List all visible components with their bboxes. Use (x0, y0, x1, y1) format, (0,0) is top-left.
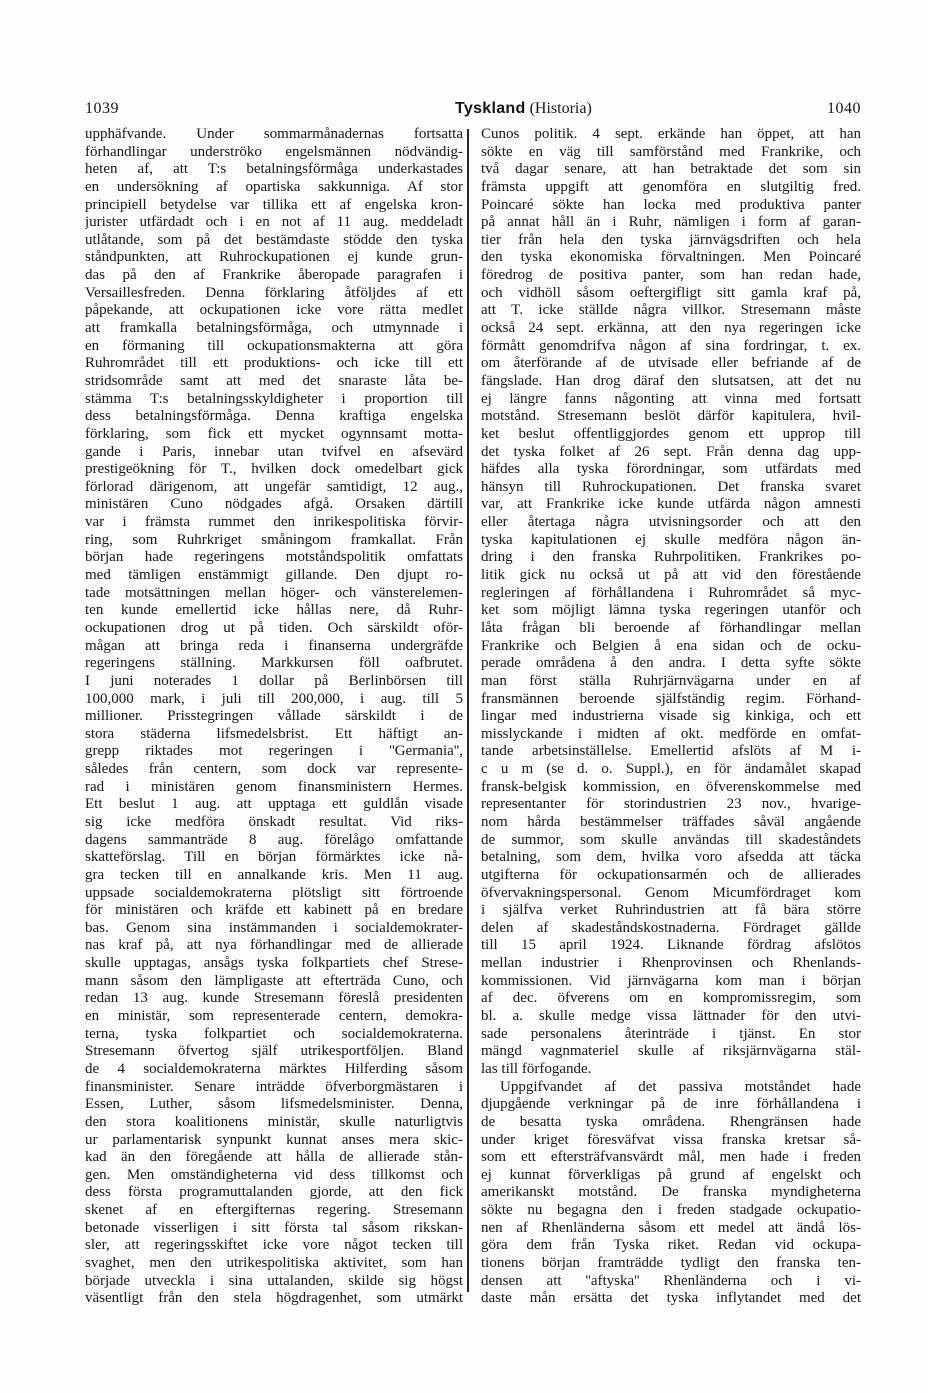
text-line: Ett beslut 1 aug. att upptaga ett guldlån visade (85, 796, 463, 813)
text-line: finansminister. Senare inträdde öfverborgmästaren i (85, 1078, 463, 1095)
text-line: redan 13 aug. kunde Stresemann föreslå presidenten (85, 990, 463, 1007)
text-line: mängd vagnmateriel skulle af riksjärnvägarna stäl- (481, 1043, 861, 1060)
text-line: tande arbetsinställelse. Emellertid afslöts af M i- (481, 743, 861, 760)
text-line: mellan industrier i Rhenprovinsen och Rhenlands- (481, 955, 861, 972)
text-line: terna, tyska folkpartiet och socialdemokraterna. (85, 1025, 463, 1042)
text-line: mann såsom den lämpligaste att efterträda Cuno, och (85, 972, 463, 989)
text-line: bl. a. skulle medge vissa lättnader för den utvi- (481, 1008, 861, 1025)
text-line: att T. icke ställde några villkor. Stresemann måste (481, 302, 861, 319)
text-line: betalning, som dem, hvilka voro afsedda att täcka (481, 849, 861, 866)
text-line: för ministären och kräfde ett kabinett på en bredare (85, 902, 463, 919)
page-title (455, 100, 592, 118)
text-line: som ett eftersträfvansvärdt mål, men hade i freden (481, 1149, 861, 1166)
text-line: jurister utfärdadt och i en not af 11 aug. meddeladt (85, 214, 463, 231)
text-line: litik gick nu också ut på att vid den förestående (481, 567, 861, 584)
text-line: var i främsta rummet den inrikespolitiska förvir- (85, 514, 463, 531)
text-line: dagens sammanträde 8 aug. förelågo omfattande (85, 831, 463, 848)
text-line: ej kunnat förverkligas på grund af engelskt och (481, 1166, 861, 1183)
text-line: dess betalningsförmåga. Denna kraftiga engelska (85, 408, 463, 425)
left-column-paragraph (85, 126, 463, 1308)
title-keyword: Tyskland (455, 100, 526, 117)
text-line: en ministär, som representerade centern, demokra- (85, 1008, 463, 1025)
text-line: öfvervakningspersonal. Genom Micumfördraget kom (481, 884, 861, 901)
text-line: mågan att bringa reda i finanserna undergräfde (85, 637, 463, 654)
column-divider-rule (467, 129, 469, 1292)
text-line: skatteförslag. Till en början förmärktes icke nå- (85, 849, 463, 866)
text-line: de besatta tyska områdena. Rhengränsen hade (481, 1113, 861, 1130)
text-line: början hade regeringens motståndspolitik omfattats (85, 549, 463, 566)
text-line: den tyska ekonomiska förvaltningen. Men Poincaré (481, 249, 861, 266)
text-line: ten kunde emellertid icke hållas nere, då Ruhr- (85, 602, 463, 619)
text-line: på annat håll än i Ruhr, nämligen i form af garan- (481, 214, 861, 231)
text-line: motstånd. Stresemann beslöt därför kapitulera, hvil- (481, 408, 861, 425)
text-line: fängslade. Han drog däraf den slutsatsen, att det nu (481, 372, 861, 389)
text-line: upphäfvande. Under sommarmånadernas fortsatta (85, 126, 463, 142)
text-line: Stresemann öfvertog själf utrikesportföljen. Bland (85, 1043, 463, 1060)
text-line: uppsade socialdemokraterna plötsligt sitt förtroende (85, 884, 463, 901)
title-section: (Historia) (525, 100, 592, 117)
text-line: perade områdena å den andra. I detta syfte sökte (481, 655, 861, 672)
text-line: förklaring, som fick ett mycket ogynnsamt motta- (85, 425, 463, 442)
text-line: tier från hela den tyska järnvägsdriften och hela (481, 231, 861, 248)
text-line: ministären Cuno nödgades afgå. Orsaken därtill (85, 496, 463, 513)
text-line: svaghet, men den utrikespolitiska aktivitet, som han (85, 1255, 463, 1271)
text-line: Frankrike och Belgien å ena sidan och de ocku- (481, 637, 861, 654)
text-line: grepp riktades mot regeringen i ''Germania'', (85, 743, 463, 760)
text-line: ockupationen drog ut på tiden. Och särskildt oför- (85, 619, 463, 636)
text-line: således från centern, som dock var represente- (85, 761, 463, 778)
text-line: och vidhöll såsom oeftergifligt sitt gamla kraf på, (481, 284, 861, 301)
text-line: började utveckla i sina uttalanden, skilde sig högst (85, 1272, 463, 1289)
text-line: eller återtaga några utvisningsorder och att den (481, 514, 861, 531)
text-line: i själfva verket Ruhrindustrien att få bära större (481, 902, 861, 919)
text-line: 100,000 mark, i juli till 200,000, i aug. till 5 (85, 690, 463, 707)
text-line: Essen, Luther, såsom lifsmedelsminister. Denna, (85, 1096, 463, 1113)
text-line: skenet af en eftergifternas regering. Stresemann (85, 1202, 463, 1219)
text-line: ket beslut offentliggjordes genom ett upprop till (481, 425, 861, 442)
text-line: om återförande af de utvisade eller befriande af de (481, 355, 861, 372)
text-line: väsentligt från den stela högdragenhet, som utmärkt (85, 1290, 463, 1307)
text-line: prestigeökning för T., hvilken dock omedelbart gick (85, 461, 463, 478)
text-line: representanter för storindustrien 23 nov., hvarige- (481, 796, 861, 813)
right-page-number: 1040 (827, 100, 861, 117)
text-line: heten af, att T:s betalningsförmåga underkastades (85, 161, 463, 178)
text-line: två dagar senare, att han betraktade det som sin (481, 161, 861, 178)
text-line: påpekande, att ockupationen icke vore rätta medlet (85, 302, 463, 319)
text-line: kommissionen. Vid järnvägarna kom man i början (481, 972, 861, 989)
text-line: var, att Frankrike icke kunde utfärda någon amnesti (481, 496, 861, 513)
text-line: djupgående verkningar på de inre förhållandena i (481, 1096, 861, 1113)
text-line: gen. Men omständigheterna vid dess tillkomst och (85, 1166, 463, 1183)
text-line: till 15 april 1924. Liknande fördrag afslötos (481, 937, 861, 954)
text-line: las till förfogande. (481, 1060, 592, 1077)
text-line: sökte en väg till samförstånd med Frankrike, och (481, 143, 861, 160)
text-line: fransmännen beroende själfständig regim. Förhand- (481, 690, 861, 707)
text-line: sler, att regeringsskiftet icke vore något tecken till (85, 1237, 463, 1254)
left-page-number: 1039 (85, 100, 119, 117)
text-line: I juni noterades 1 dollar på Berlinbörsen till (85, 672, 463, 689)
right-column-paragraph-1 (481, 126, 861, 1079)
text-line: Uppgifvandet af det passiva motståndet hade (500, 1078, 861, 1095)
text-line: regleringen af förhållandena i Ruhrområdet så myc- (481, 584, 861, 601)
text-line: ståndpunkten, att Ruhrockupationen ej kunde grun- (85, 249, 463, 266)
text-line: amerikanskt motstånd. De franska myndigheterna (481, 1184, 861, 1201)
text-line: ur parlamentarisk synpunkt kunnat anses mera skic- (85, 1131, 463, 1148)
text-line: tyska kapitulationen ej skulle medföra någon än- (481, 531, 861, 548)
text-line: nom hårda bestämmelser träffades såväl angående (481, 813, 861, 830)
text-line: hänsyn till Ruhrockupationen. Det franska svaret (481, 478, 861, 495)
text-line: tionens början framträdde tydligt den franska ten- (481, 1255, 861, 1271)
text-line: främsta uppgift att genomföra en slutgiltig fred. (481, 178, 861, 195)
text-line: sig icke medföra önskadt resultat. Vid riks- (85, 813, 463, 830)
text-line: rad i ministären genom finansministern Hermes. (85, 778, 463, 795)
text-line: c u m (se d. o. Suppl.), en för ändamålet skapad (481, 761, 861, 778)
text-line: utlåtande, som på det bestämdaste stödde den tyska (85, 231, 463, 248)
text-line: tade motsättningen mellan höger- och vänsterelemen- (85, 584, 463, 601)
text-line: lingar med industrierna visade sig kinkiga, och ett (481, 708, 861, 725)
text-line: nas kraf på, att nya förhandlingar med de allierade (85, 937, 463, 954)
text-line: stora städerna lifsmedelsbrist. Ett häftigt an- (85, 725, 463, 742)
text-line: sade personalens återinträde i tjänst. En stor (481, 1025, 861, 1042)
right-column-paragraph-2 (481, 1079, 861, 1308)
text-line: regeringens ställning. Markkursen föll oafbrutet. (85, 655, 463, 672)
text-line: med tämligen enstämmigt gillande. Den djupt ro- (85, 567, 463, 584)
text-line: under kriget föresväfvat vissa franska kretsar så- (481, 1131, 861, 1148)
text-line: en undersökning af opartiska sakkunniga. Af stor (85, 178, 463, 195)
text-line: bas. Genom sina instämmanden i socialdemokrater- (85, 919, 463, 936)
text-line: göra dem från Tyska riket. Redan vid ockupa- (481, 1237, 861, 1254)
text-line: stämma T:s betalningsskyldigheter i proportion till (85, 390, 463, 407)
text-line: förmått genomdrifva någon af sina fordringar, t. ex. (481, 337, 861, 354)
text-line: det tyska folket af 26 sept. Från denna dag upp- (481, 443, 861, 460)
text-line: misslyckande i midten af okt. medförde en omfat- (481, 725, 861, 742)
text-line: millioner. Prisstegringen vållade särskildt i de (85, 708, 463, 725)
text-line: gra tecken till en annalkande kris. Men 11 aug. (85, 866, 463, 883)
text-line: utgifterna för ockupationsarmén och de allierades (481, 866, 861, 883)
text-line: förlorad därigenom, att ungefär samtidigt, 12 aug., (85, 478, 463, 495)
text-line: Poincaré sökte han locka med produktiva panter (481, 196, 861, 213)
text-line: Ruhrområdet till ett produktions- och icke till ett (85, 355, 463, 372)
text-line: låta frågan bli beroende af förhandlingar mellan (481, 619, 861, 636)
text-line: dring i den franska Ruhrpolitiken. Frankrikes po- (481, 549, 861, 566)
text-line: densen att ''aftyska'' Rhenländerna och i vi- (481, 1272, 861, 1289)
text-line: Versaillesfreden. Denna förklaring åtföljdes af ett (85, 284, 463, 301)
text-line: dess första programuttalanden gjorde, att den fick (85, 1184, 463, 1201)
text-line: af dec. öfverens om en kompromissregim, som (481, 990, 861, 1007)
text-line: att framkalla betalningsförmåga, och utmynnade i (85, 320, 463, 337)
text-line: den stora koalitionens ministär, skulle naturligtvis (85, 1113, 463, 1130)
left-column (85, 126, 463, 1308)
text-line: ring, som Ruhrkriget småningom framkallat. Från (85, 531, 463, 548)
text-line: sökte nu begagna den i freden stadgade ockupatio- (481, 1202, 861, 1219)
text-line: gande i Paris, innebar utan tvifvel en afsevärd (85, 443, 463, 460)
text-line: fransk-belgisk kommission, en öfverenskommelse med (481, 778, 861, 795)
text-line: man först ställa Ruhrjärnvägarna under en af (481, 672, 861, 689)
right-column (481, 126, 861, 1308)
text-line: delen af skadeståndskostnaderna. Fördraget gällde (481, 919, 861, 936)
text-line: ket som möjligt lämna tyska regeringen utanför och (481, 602, 861, 619)
text-line: skulle upptagas, ansågs tyska folkpartiets chef Strese- (85, 955, 463, 972)
text-line: de summor, som skulle användas till skadeståndets (481, 831, 861, 848)
text-line: Cunos politik. 4 sept. erkände han öppet, att han (481, 126, 861, 142)
text-line: också 24 sept. erkänna, att den nya regeringen icke (481, 320, 861, 337)
text-line: nen af Rhenländerna såsom ett medel att ändå lös- (481, 1219, 861, 1236)
text-line: stridsområde samt att med det snaraste låta be- (85, 372, 463, 389)
text-line: kad än den föregående att hålla de allierade stån- (85, 1149, 463, 1166)
text-line: ej längre fanns någonting att vinna med fortsatt (481, 390, 861, 407)
text-line: daste mån ersätta det tyska inflytandet med det (481, 1290, 861, 1307)
text-line: das på den af Frankrike åberopade paragrafen i (85, 267, 463, 284)
text-line: principiell betydelse var tillika ett af engelska kron- (85, 196, 463, 213)
text-line: en förmaning till ockupationsmakterna att göra (85, 337, 463, 354)
text-line: de 4 socialdemokraterna märktes Hilferding såsom (85, 1060, 463, 1077)
text-line: förhandlingar underströko engelsmännen nödvändig- (85, 143, 463, 160)
text-line: föredrog de positiva panter, som han redan hade, (481, 267, 861, 284)
running-head (0, 100, 928, 124)
text-line: häfdes alla tyska förordningar, som utfärdats med (481, 461, 861, 478)
text-line: betonade visserligen i sitt första tal såsom rikskan- (85, 1219, 463, 1236)
